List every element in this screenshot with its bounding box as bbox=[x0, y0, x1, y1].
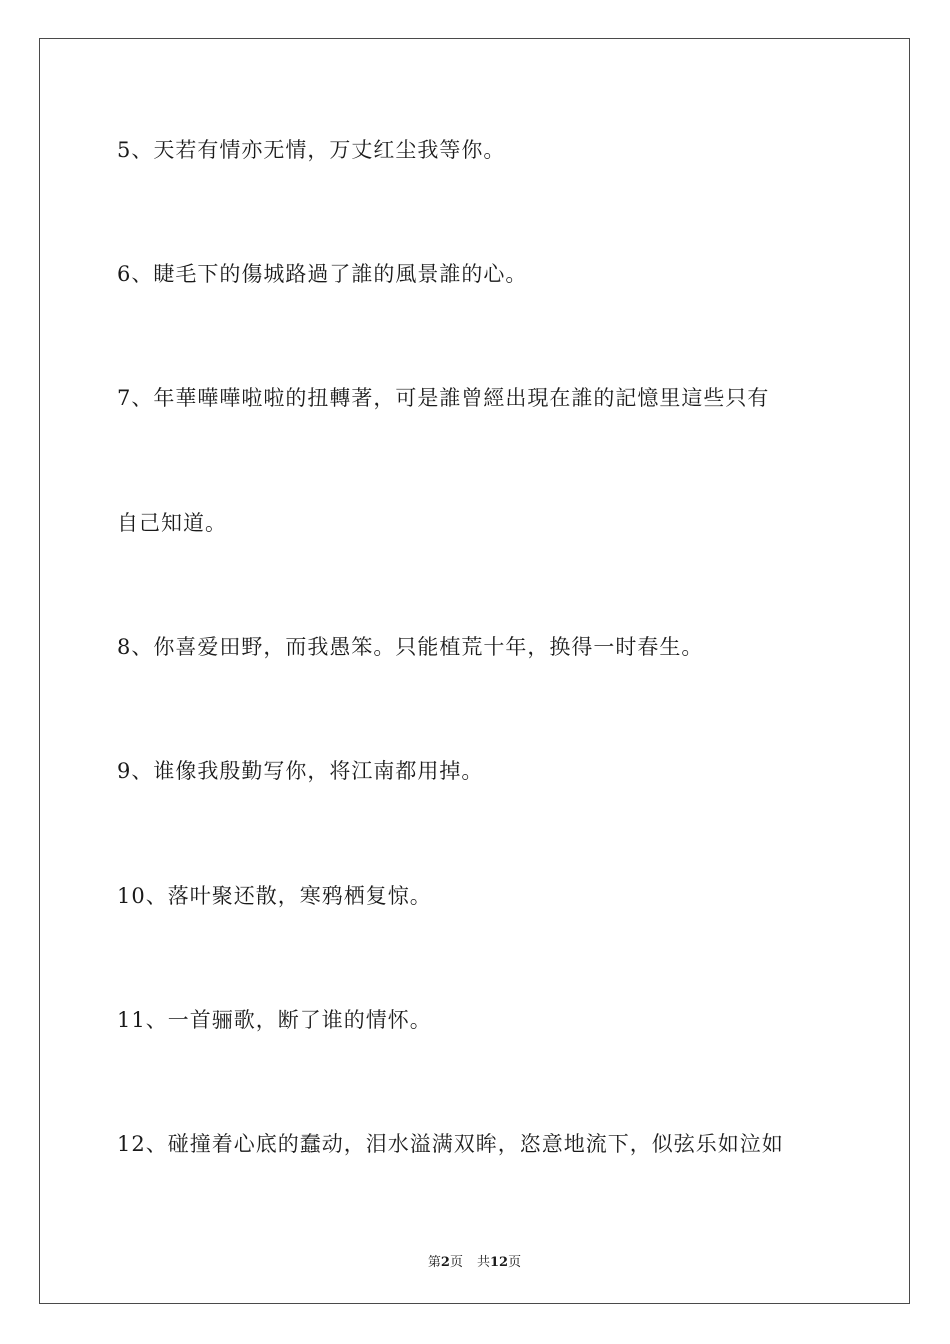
page-suffix: 页 bbox=[449, 1255, 463, 1270]
text-line: 12、碰撞着心底的蠢动，泪水溢满双眸，恣意地流下，似弦乐如泣如 bbox=[117, 1132, 784, 1156]
page-footer bbox=[40, 1251, 909, 1270]
text-line: 11、一首骊歌，断了谁的情怀。 bbox=[117, 1008, 432, 1032]
text-line: 6、睫毛下的傷城路過了誰的風景誰的心。 bbox=[117, 262, 528, 286]
page-total: 12 bbox=[489, 1255, 509, 1270]
text-line: 5、天若有情亦无情，万丈红尘我等你。 bbox=[117, 138, 506, 162]
total-suffix: 页 bbox=[508, 1255, 522, 1270]
page-current: 2 bbox=[440, 1255, 450, 1270]
text-line: 7、年華嘩嘩啦啦的扭轉著，可是誰曾經出現在誰的記憶里這些只有 bbox=[117, 386, 770, 410]
document-page bbox=[39, 38, 910, 1304]
text-line: 10、落叶聚还散，寒鸦栖复惊。 bbox=[117, 884, 432, 908]
text-line: 9、谁像我殷勤写你，将江南都用掉。 bbox=[117, 759, 484, 783]
text-line: 8、你喜爱田野，而我愚笨。只能植荒十年，换得一时春生。 bbox=[117, 635, 704, 659]
total-prefix: 共 bbox=[476, 1255, 490, 1270]
text-line: 自己知道。 bbox=[117, 511, 227, 535]
page-prefix: 第 bbox=[427, 1255, 441, 1270]
